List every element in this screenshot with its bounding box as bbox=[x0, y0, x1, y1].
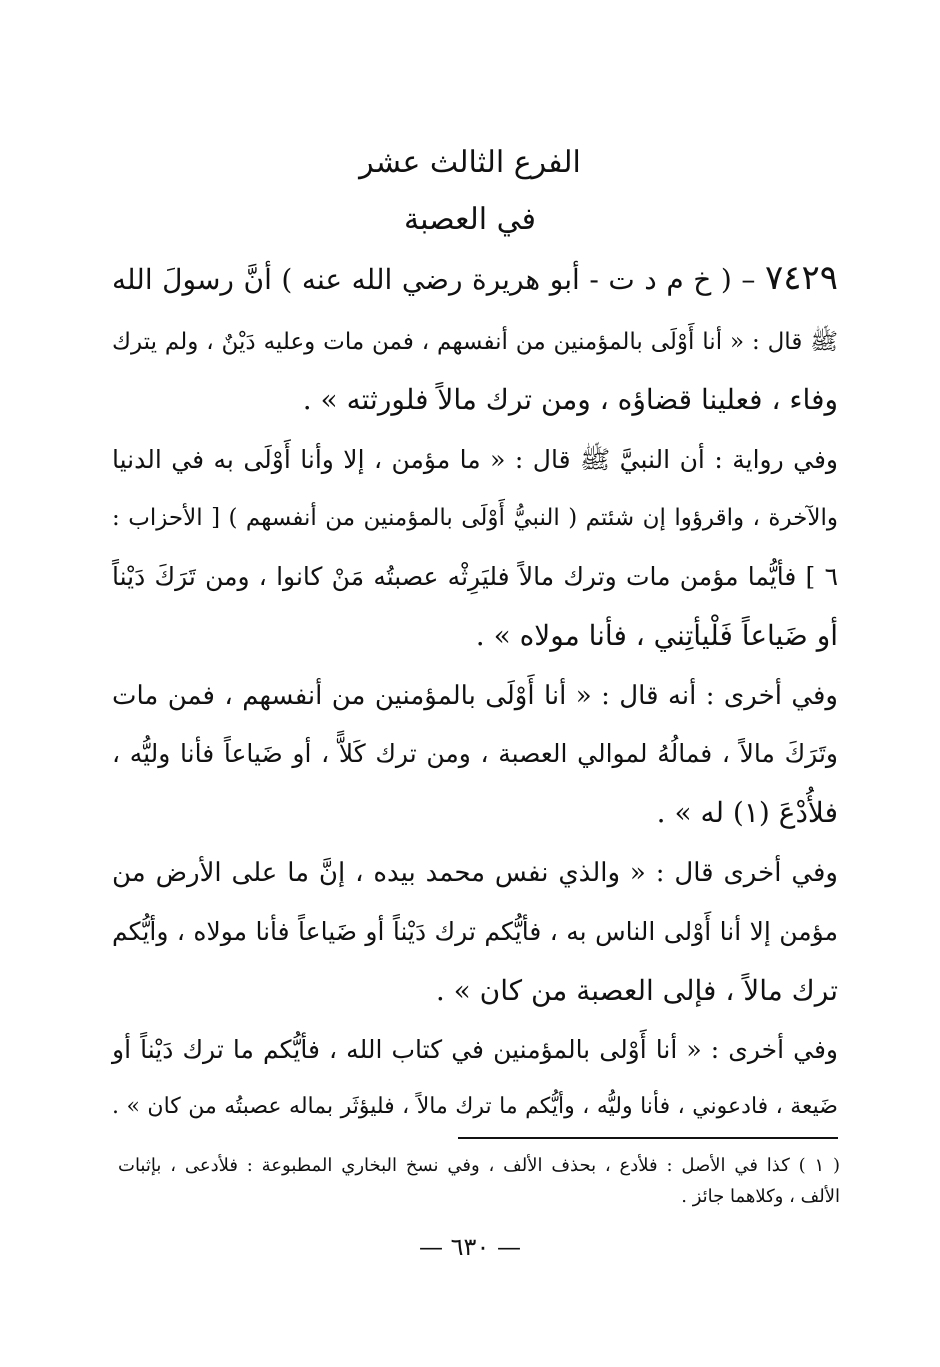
footnote-line: الألف ، وكلاهما جائز . bbox=[681, 1186, 840, 1207]
paragraph-line: والآخرة ، واقرؤوا إن شئتم ( النبيُّ أَوْلَى بالمؤمنين من أنفسهم ) [ الأحزاب : bbox=[112, 505, 838, 531]
page-number: — ٦٣٠ — bbox=[419, 1233, 521, 1261]
footnote-line: ( ١ ) كذا في الأصل : فلأدع ، بحذف الألف ، وفي نسخ البخاري المطبوعة : فلأدعى ، بإثبات bbox=[118, 1155, 841, 1176]
paragraph-line: ٦ ] فأيُّما مؤمن مات وترك مالاً فليَرِثْه عصبتُه مَنْ كانوا ، ومن تَرَكَ دَيْناً bbox=[112, 562, 838, 591]
hadith-first-line bbox=[112, 258, 838, 300]
paragraph-line: فلأُدْعَ (١) له » . bbox=[656, 796, 838, 829]
paragraph-line: أو ضَياعاً فَلْيأتِني ، فأنا مولاه » . bbox=[475, 619, 838, 652]
subject-title: في العصبة bbox=[404, 202, 536, 237]
paragraph-line: وتَرَكَ مالاً ، فمالُهُ لموالي العصبة ، ومن ترك كَلاًّ ، أو ضَياعاً فأنا وليُّه ، bbox=[112, 739, 838, 768]
paragraph-line: مؤمن إلا أنا أَوْلى الناس به ، فأيُّكم ترك دَيْناً أو ضَياعاً فأنا مولاه ، وأيُّكم bbox=[112, 917, 838, 946]
paragraph-line: ضَيعة ، فادعوني ، فأنا وليُّه ، وأيُّكم ما ترك مالاً ، فليؤثَر بماله عصبتُه من كان » . bbox=[112, 1094, 838, 1119]
hadith-line: وفاء ، فعلينا قضاؤه ، ومن ترك مالاً فلورثته » . bbox=[302, 383, 838, 416]
paragraph-line: ترك مالاً ، فإلى العصبة من كان » . bbox=[435, 974, 838, 1007]
hadith-line-text: – ( خ م د ت - أبو هريرة رضي الله عنه ) أنَّ رسولَ الله bbox=[112, 263, 756, 296]
paragraph-line: وفي رواية : أن النبيَّ ﷺ قال : « ما مؤمن ، إلا وأنا أَوْلَى به في الدنيا bbox=[112, 445, 838, 474]
paragraph-line: وفي أخرى : « أنا أَوْلى بالمؤمنين في كتاب الله ، فأيُّكم ما ترك دَيْناً أو bbox=[112, 1035, 838, 1064]
paragraph-line: وفي أخرى : أنه قال : « أنا أَوْلَى بالمؤمنين من أنفسهم ، فمن مات bbox=[112, 681, 838, 711]
paragraph-line: وفي أخرى قال : « والذي نفس محمد بيده ، إنَّ ما على الأرض من bbox=[112, 858, 838, 888]
footnote-divider bbox=[458, 1137, 838, 1139]
branch-title: الفرع الثالث عشر bbox=[359, 145, 581, 180]
hadith-line: ﷺ قال : « أنا أَوْلَى بالمؤمنين من أنفسهم ، فمن مات وعليه دَيْنٌ ، ولم يترك bbox=[112, 329, 838, 355]
hadith-number: ٧٤٢٩ bbox=[764, 258, 838, 298]
